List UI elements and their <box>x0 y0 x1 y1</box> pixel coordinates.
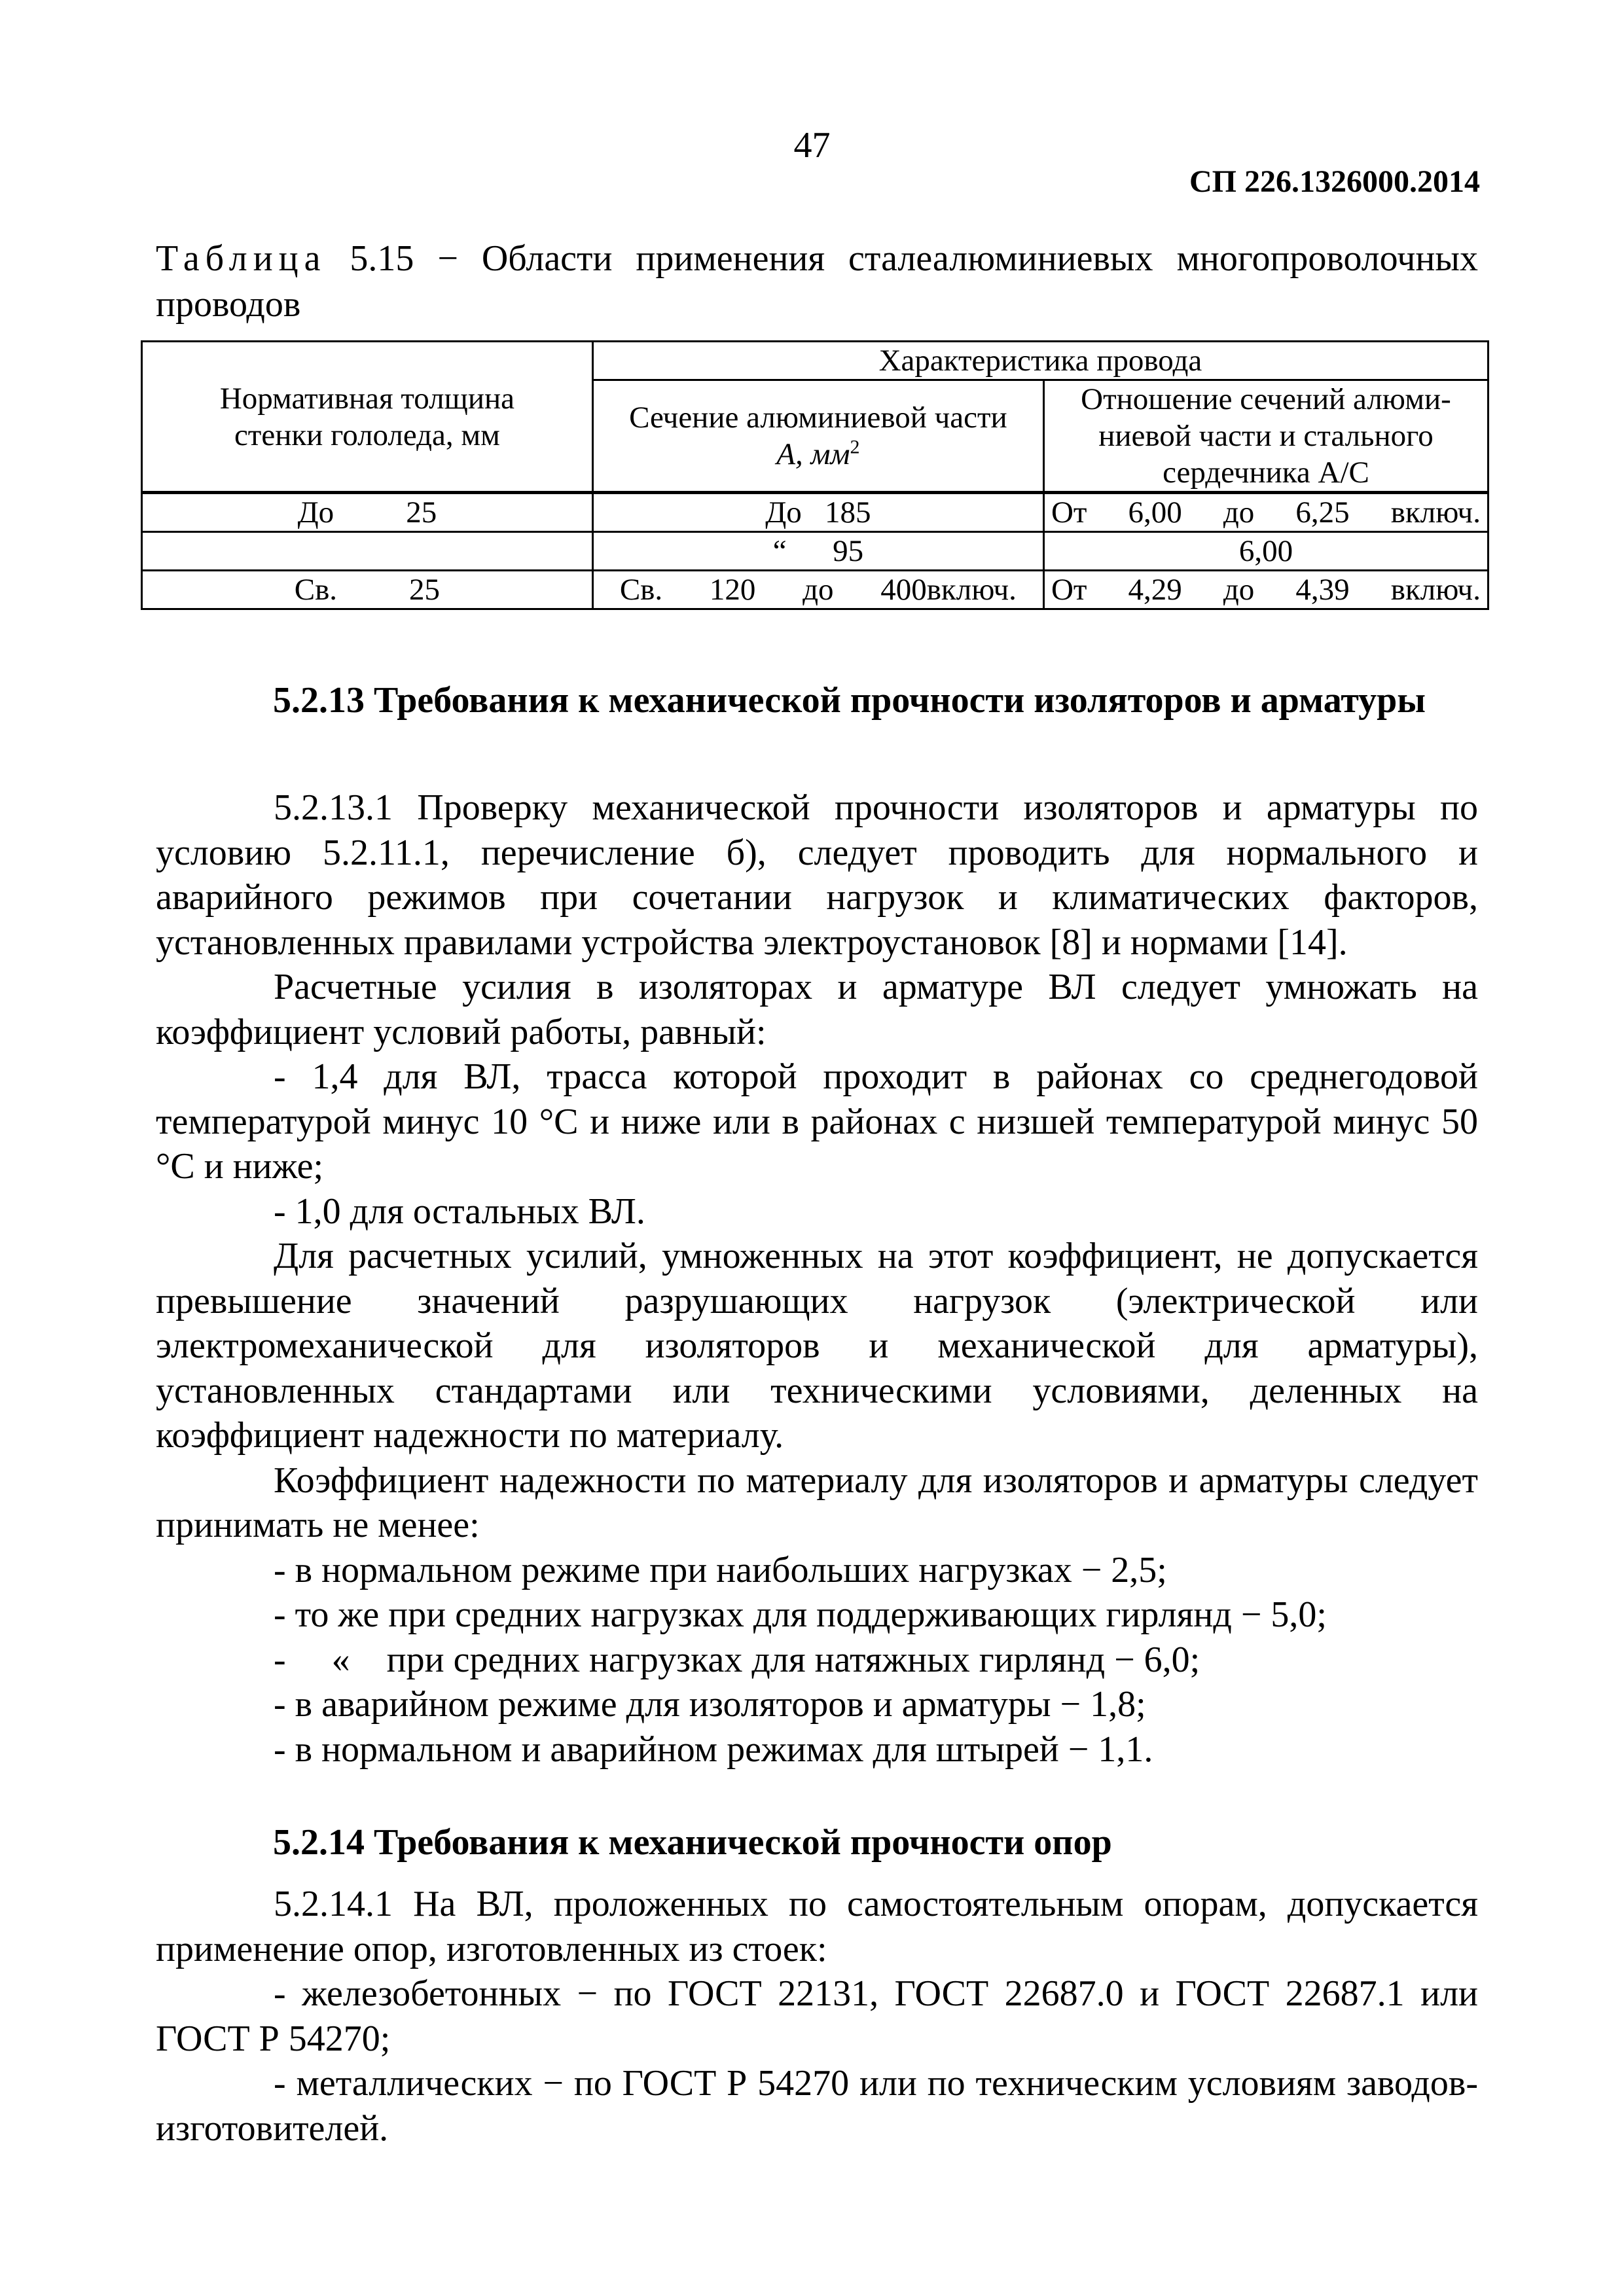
page-number: 47 <box>793 125 831 166</box>
paragraph: - 1,0 для остальных ВЛ. <box>274 1191 645 1232</box>
section-5-2-13-body <box>156 785 1478 1772</box>
list-item: - то же при средних нагрузках для поддерживающих гирлянд − 5,0; <box>274 1594 1327 1635</box>
section-5-2-13-title: 5.2.13 Требования к механической прочности изоляторов и арматуры <box>273 680 1426 721</box>
table-cell <box>142 532 593 571</box>
data-table <box>141 340 1489 610</box>
paragraph: Расчетные усилия в изоляторах и арматуре ВЛ следует умножать на коэффициент условий работы, равный: <box>156 967 1478 1052</box>
paragraph: - железобетонных − по ГОСТ 22131, ГОСТ 22687.0 и ГОСТ 22687.1 или ГОСТ Р 54270; <box>156 1973 1478 2059</box>
section-5-2-14-body <box>156 1882 1478 2151</box>
paragraph: 5.2.14.1 На ВЛ, проложенных по самостоятельным опорам, допускается применение опор, изготовленных из стоек: <box>156 1884 1478 1969</box>
section-5-2-14-title: 5.2.14 Требования к механической прочности опор <box>273 1822 1112 1863</box>
table-caption-label: Таблица <box>156 238 327 279</box>
table-row <box>142 532 1489 571</box>
list-item: - в нормальном и аварийном режимах для штырей − 1,1. <box>274 1729 1153 1770</box>
paragraph: - металлических − по ГОСТ Р 54270 или по техническим условиям заводов-изготовителей. <box>156 2063 1478 2149</box>
header-section-ratio: Отношение сечений алюми-ниевой части и стального сердечника A/C <box>1043 380 1488 493</box>
paragraph: - 1,4 для ВЛ, трасса которой проходит в районах со среднегодовой температурой минус 10 °С и ниже или в районах с низшей температурой минус 50 °С и ниже; <box>156 1056 1478 1187</box>
header-ice-thickness: Нормативная толщина стенки гололеда, мм <box>142 342 593 493</box>
table-cell: “ 95 <box>592 532 1043 571</box>
table-row <box>142 493 1489 532</box>
list-item: - в аварийном режиме для изоляторов и арматуры − 1,8; <box>274 1684 1146 1725</box>
header-aluminium-section-line1: Сечение алюминиевой части <box>629 401 1007 435</box>
list-item: - в нормальном режиме при наибольших нагрузках − 2,5; <box>274 1549 1167 1590</box>
table-caption <box>156 236 1478 327</box>
paragraph: 5.2.13.1 Проверку механической прочности изоляторов и арматуры по условию 5.2.11.1, перечисление б), следует проводить для нормального и аварийного режимов при сочетании нагрузок и климатических факторов, установленных правилами устройства электроустановок [8] и нормами [14]. <box>156 787 1478 963</box>
table-cell: 6,00 <box>1043 532 1488 571</box>
header-aluminium-section-line2: A, мм <box>776 437 850 471</box>
table-cell: Св. 120 до 400включ. <box>592 571 1043 609</box>
header-aluminium-section <box>592 380 1043 493</box>
header-wire-characteristic: Характеристика провода <box>592 342 1488 380</box>
paragraph: Коэффициент надежности по материалу для изоляторов и арматуры следует принимать не менее: <box>156 1460 1478 1545</box>
table-caption-text: 5.15 − Области применения сталеалюминиевых многопроволочных проводов <box>156 238 1478 325</box>
table-cell: От 4,29 до 4,39 включ. <box>1043 571 1488 609</box>
table-cell: Св. 25 <box>142 571 593 609</box>
document-id: СП 226.1326000.2014 <box>1189 164 1480 199</box>
list-item: - « при средних нагрузках для натяжных гирлянд − 6,0; <box>274 1639 1200 1680</box>
paragraph: Для расчетных усилий, умноженных на этот коэффициент, не допускается превышение значений разрушающих нагрузок (электрической или электромеханической для изоляторов и механической для арматуры), установленных стандартами или техническими условиями, деленных на коэффициент надежности по материалу. <box>156 1236 1478 1456</box>
table-cell: До 185 <box>592 493 1043 532</box>
table-cell: До 25 <box>142 493 593 532</box>
table-cell: От 6,00 до 6,25 включ. <box>1043 493 1488 532</box>
header-aluminium-section-sup: 2 <box>850 436 860 458</box>
table-row <box>142 571 1489 609</box>
